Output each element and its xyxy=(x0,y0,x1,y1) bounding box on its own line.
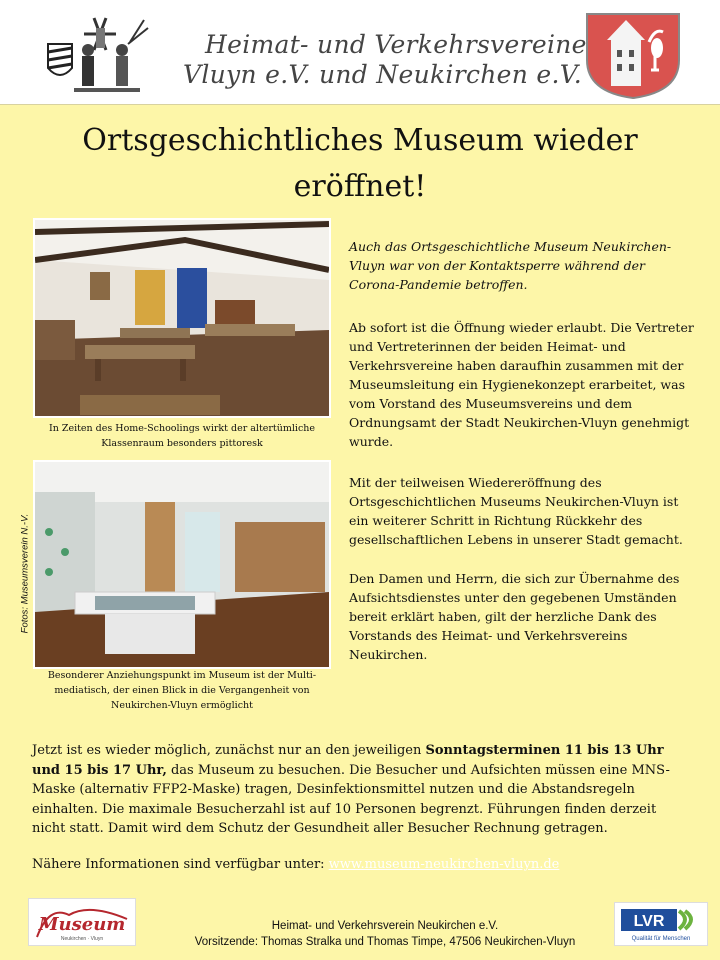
classroom-photo xyxy=(33,218,331,418)
windmill-logo-icon xyxy=(44,8,154,98)
museum-logo xyxy=(28,898,136,946)
lvr-logo xyxy=(614,902,708,946)
museum-website-link[interactable]: www.museum-neukirchen-vluyn.de xyxy=(328,857,560,872)
article-paragraph-2: Ab sofort ist die Öffnung wieder erlaubt. Die Vertreter und Vertreterinnen der beiden Heimat- und Verkehrsvereine haben daraufhin zusammen mit der Museumsleitung ein Hygienekonzept erarbeitet, was vom Vorstand des Museumsvereins und dem Ordnungsamt der Stadt Neukirchen-Vluyn genehmigt wurde. xyxy=(349,320,694,449)
footer-line-1: Heimat- und Verkehrsverein Neukirchen e.V. xyxy=(271,920,499,932)
visiting-info xyxy=(32,741,692,839)
photo-credit: Fotos: Museumsverein N.-V. xyxy=(19,513,31,634)
museum-logo-subtext: Neukirchen · Vluyn xyxy=(60,936,104,942)
header-line-2: Vluyn e.V. und Neukirchen e.V. xyxy=(183,60,582,89)
visiting-info-lead: Jetzt ist es wieder möglich, zunächst nur an den jeweiligen xyxy=(32,743,426,758)
visiting-info-rest: das Museum zu besuchen. Die Besucher und Aufsichten müssen eine MNS-Maske (alternativ FFP2-Maske) tragen, Desinfektionsmittel nutzen und die Abstandsregeln einhalten. Die maximale Besucherzahl ist auf 10 Personen begrenzt. Führungen finden derzeit nicht statt. Damit wird dem Schutz der Gesundheit aller Besucher Rechnung getragen. xyxy=(32,762,670,836)
visiting-hours: Sonntagsterminen 11 bis 13 Uhr und 15 bis 17 Uhr, xyxy=(32,743,664,778)
page-title: Ortsgeschichtliches Museum wieder eröffnet! xyxy=(82,123,638,204)
article-paragraph-3: Mit der teilweisen Wiedereröffnung des Ortsgeschichtlichen Museums Neukirchen-Vluyn ist ein weiterer Schritt in Richtung Rückkehr des gesellschaftlichen Lebens in unserer Stadt gemacht. xyxy=(349,475,683,547)
article-paragraph-4: Den Damen und Herrn, die sich zur Übernahme des Aufsichtsdienstes unter den gegebenen Umständen bereit erklärt haben, gilt der herzliche Dank des Vorstands des Heimat- und Verkehrsvereins Neukirchen. xyxy=(349,571,680,662)
header-banner xyxy=(0,0,720,105)
header-line-1: Heimat- und Verkehrsvereine xyxy=(205,30,587,59)
article-intro: Auch das Ortsgeschichtliche Museum Neukirchen-Vluyn war von der Kontaktsperre während der Corona-Pandemie betroffen. xyxy=(349,239,672,292)
footer-line-2: Vorsitzende: Thomas Stralka und Thomas Timpe, 47506 Neukirchen-Vluyn xyxy=(194,936,576,948)
more-info xyxy=(32,855,692,875)
museum-hall-photo xyxy=(33,460,331,669)
lvr-logo-text: LVR xyxy=(633,913,665,930)
museum-logo-text: Museum xyxy=(38,914,126,935)
photo-caption-2: Besonderer Anziehungspunkt im Museum ist der Multi-mediatisch, der einen Blick in die Vergangenheit von Neukirchen-Vluyn ermöglicht xyxy=(47,670,317,711)
lvr-logo-subtext: Qualität für Menschen xyxy=(631,936,691,942)
crest-logo-icon xyxy=(583,10,683,100)
photo-caption-1: In Zeiten des Home-Schoolings wirkt der altertümliche Klassenraum besonders pittoresk xyxy=(48,423,316,449)
more-info-label: Nähere Informationen sind verfügbar unter: xyxy=(32,857,329,872)
